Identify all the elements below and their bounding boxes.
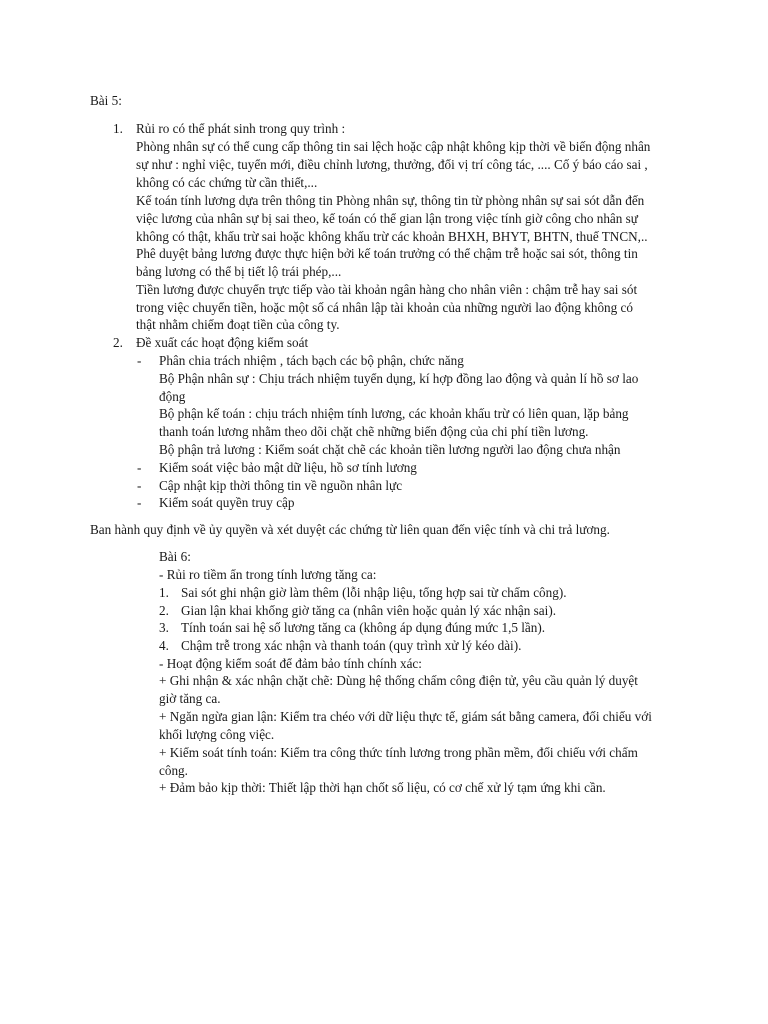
bullet-text: Cập nhật kịp thời thông tin về nguồn nhân lực bbox=[159, 478, 403, 493]
sub-paragraph-line: Bộ phận kế toán : chịu trách nhiệm tính lương, các khoản khấu trừ có liên quan, lặp bảng bbox=[159, 406, 629, 421]
bullet-text: Phân chia trách nhiệm , tách bạch các bộ phận, chức năng bbox=[159, 353, 464, 368]
item1-paragraph-line: thật nhằm chiếm đoạt tiền của công ty. bbox=[136, 317, 340, 332]
list-number-2: 2. bbox=[113, 335, 123, 350]
sub-paragraph-line: thanh toán lương nhằm theo dõi chặt chẽ những biến động của chi phí tiền lương. bbox=[159, 424, 589, 439]
bullet-dash: - bbox=[137, 353, 142, 368]
bullet-dash: - bbox=[137, 460, 142, 475]
bullet-dash: - bbox=[137, 495, 142, 510]
closing-paragraph: Ban hành quy định về ủy quyền và xét duyệt các chứng từ liên quan đến việc tính và chi trả lương. bbox=[90, 522, 610, 537]
control-item-line: + Ngăn ngừa gian lận: Kiểm tra chéo với dữ liệu thực tế, giám sát bằng camera, đối chiếu với bbox=[159, 709, 652, 724]
control-item-line: + Ghi nhận & xác nhận chặt chẽ: Dùng hệ thống chấm công điện tử, yêu cầu quản lý duyệt bbox=[159, 673, 638, 688]
risk-number: 2. bbox=[159, 603, 169, 618]
control-item-line: khối lượng công việc. bbox=[159, 727, 275, 742]
item1-paragraph-line: bảng lương có thể bị tiết lộ trái phép,... bbox=[136, 264, 342, 279]
item1-paragraph-line: Kế toán tính lương dựa trên thông tin Phòng nhân sự, thông tin từ phòng nhân sự sai sót dẫn đến bbox=[136, 193, 645, 208]
item1-paragraph-line: không có thật, khấu trừ sai hoặc không khấu trừ các khoản BHXH, BHYT, BHTN, thuế TNCN,.. bbox=[136, 229, 648, 244]
bullet-text: Kiểm soát quyền truy cập bbox=[159, 495, 295, 510]
section-title-bai6: Bài 6: bbox=[159, 549, 191, 564]
item1-paragraph-line: sự như : nghỉ việc, tuyển mới, điều chỉnh lương, thưởng, đối vị trí công tác, .... Cố ý báo cáo sai , bbox=[136, 157, 648, 172]
item1-heading: Rủi ro có thể phát sinh trong quy trình : bbox=[136, 121, 346, 136]
control-item-line: giờ tăng ca. bbox=[159, 691, 221, 706]
sub-paragraph-line: động bbox=[159, 389, 186, 404]
risk-number: 4. bbox=[159, 638, 169, 653]
risk-item: Sai sót ghi nhận giờ làm thêm (lỗi nhập liệu, tổng hợp sai từ chấm công). bbox=[181, 585, 567, 600]
risk-item: Tính toán sai hệ số lương tăng ca (không áp dụng đúng mức 1,5 lần). bbox=[181, 620, 546, 635]
item1-paragraph-line: trong việc chuyển tiền, hoặc một số cá nhân lập tài khoản của những người lao động không có bbox=[136, 300, 633, 315]
sub-paragraph-line: Bộ phận trả lương : Kiểm soát chặt chẽ các khoản tiền lương người lao động chưa nhận bbox=[159, 442, 621, 457]
item1-paragraph-line: Phòng nhân sự có thể cung cấp thông tin sai lệch hoặc cập nhật không kịp thời về biến động nhân bbox=[136, 139, 651, 154]
item1-paragraph-line: việc lương của nhân sự bị sai theo, kế toán có thể gian lận trong việc tính giờ công cho nhân sự bbox=[136, 211, 638, 226]
item2-heading: Đề xuất các hoạt động kiểm soát bbox=[136, 335, 309, 350]
risk-heading: - Rủi ro tiềm ẩn trong tính lương tăng ca: bbox=[159, 567, 377, 582]
control-item-line: công. bbox=[159, 763, 188, 778]
control-item-line: + Đảm bảo kịp thời: Thiết lập thời hạn chốt số liệu, có cơ chế xử lý tạm ứng khi cần. bbox=[159, 780, 606, 795]
bullet-text: Kiểm soát việc bảo mật dữ liệu, hồ sơ tính lương bbox=[159, 460, 417, 475]
section-title-bai5: Bài 5: bbox=[90, 93, 122, 108]
risk-number: 1. bbox=[159, 585, 169, 600]
item1-paragraph-line: không có các chứng từ cần thiết,... bbox=[136, 175, 318, 190]
control-item-line: + Kiểm soát tính toán: Kiểm tra công thức tính lương trong phần mềm, đối chiếu với chấm bbox=[159, 745, 638, 760]
risk-item: Chậm trễ trong xác nhận và thanh toán (quy trình xử lý kéo dài). bbox=[181, 638, 522, 653]
risk-item: Gian lận khai khống giờ tăng ca (nhân viên hoặc quản lý xác nhận sai). bbox=[181, 603, 557, 618]
item1-paragraph-line: Phê duyệt bảng lương được thực hiện bởi kế toán trưởng có thể chậm trễ hoặc sai sót, thông tin bbox=[136, 246, 638, 261]
item1-paragraph-line: Tiền lương được chuyển trực tiếp vào tài khoản ngân hàng cho nhân viên : chậm trễ hay sai sót bbox=[136, 282, 638, 297]
sub-paragraph-line: Bộ Phận nhân sự : Chịu trách nhiệm tuyển dụng, kí hợp đồng lao động và quản lí hồ sơ lao bbox=[159, 371, 639, 386]
bullet-dash: - bbox=[137, 478, 142, 493]
list-number-1: 1. bbox=[113, 121, 123, 136]
control-heading: - Hoạt động kiểm soát để đảm bảo tính chính xác: bbox=[159, 656, 422, 671]
risk-number: 3. bbox=[159, 620, 169, 635]
